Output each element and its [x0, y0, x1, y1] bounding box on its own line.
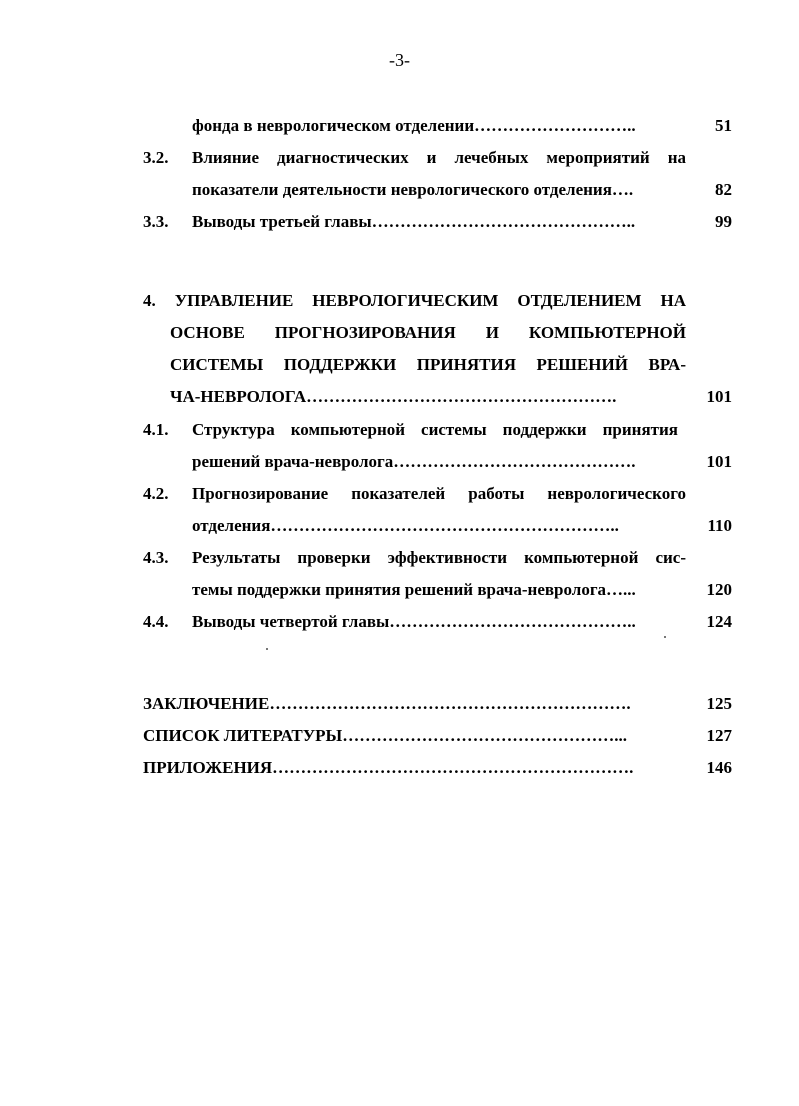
scan-speck: [664, 636, 666, 638]
toc-page-4-4: 124: [706, 612, 732, 631]
toc-page-3-3: 99: [715, 212, 732, 231]
toc-number-4-3: 4.3.: [143, 548, 169, 567]
toc-entry-4-1-line1: Структура компьютерной системы поддержки принятия: [192, 420, 678, 439]
chapter-4-title-line1: 4. УПРАВЛЕНИЕ НЕВРОЛОГИЧЕСКИМ ОТДЕЛЕНИЕМ НА: [143, 291, 686, 310]
toc-entry-3-1-continuation: фонда в неврологическом отделении………………………..: [192, 116, 636, 135]
toc-page-4-1: 101: [706, 452, 732, 471]
toc-page-4-2: 110: [707, 516, 732, 535]
page-number: -3-: [389, 50, 410, 70]
toc-entry-4-1-line2: решений врача-невролога…………………………………….: [192, 452, 636, 471]
toc-entry-4-2-line1: Прогнозирование показателей работы неврологического: [192, 484, 686, 503]
toc-page-3-2: 82: [715, 180, 732, 199]
chapter-4-title-line4: ЧА-НЕВРОЛОГА……………………………………………….: [170, 387, 617, 406]
toc-entry-3-3: Выводы третьей главы………………………………………..: [192, 212, 636, 231]
toc-page-chapter-4: 101: [706, 387, 732, 406]
toc-page-appendices: 146: [706, 758, 732, 777]
chapter-4-title-line2: ОСНОВЕ ПРОГНОЗИРОВАНИЯ И КОМПЬЮТЕРНОЙ: [170, 323, 686, 342]
toc-entry-4-4: Выводы четвертой главы……………………………………..: [192, 612, 636, 631]
toc-entry-4-3-line1: Результаты проверки эффективности компьютерной сис-: [192, 548, 686, 567]
toc-page-3-1: 51: [715, 116, 732, 135]
toc-page-references: 127: [706, 726, 732, 745]
toc-number-4-2: 4.2.: [143, 484, 169, 503]
chapter-4-title-line3: СИСТЕМЫ ПОДДЕРЖКИ ПРИНЯТИЯ РЕШЕНИЙ ВРА-: [170, 355, 686, 374]
toc-number-4-4: 4.4.: [143, 612, 169, 631]
toc-page-4-3: 120: [706, 580, 732, 599]
toc-number-3-2: 3.2.: [143, 148, 169, 167]
scan-speck: [266, 648, 268, 650]
toc-entry-conclusion: ЗАКЛЮЧЕНИЕ……………………………………………………….: [143, 694, 631, 713]
toc-number-3-3: 3.3.: [143, 212, 169, 231]
toc-entry-3-2-line1: Влияние диагностических и лечебных мероприятий на: [192, 148, 686, 167]
toc-number-4-1: 4.1.: [143, 420, 169, 439]
toc-entry-4-3-line2: темы поддержки принятия решений врача-невролога…...: [192, 580, 636, 599]
toc-entry-appendices: ПРИЛОЖЕНИЯ……………………………………………………….: [143, 758, 634, 777]
toc-entry-references: СПИСОК ЛИТЕРАТУРЫ…………………………………………...: [143, 726, 628, 745]
toc-entry-4-2-line2: отделения……………………………………………………..: [192, 516, 619, 535]
toc-page-conclusion: 125: [706, 694, 732, 713]
toc-entry-3-2-line2: показатели деятельности неврологического отделения….: [192, 180, 634, 199]
